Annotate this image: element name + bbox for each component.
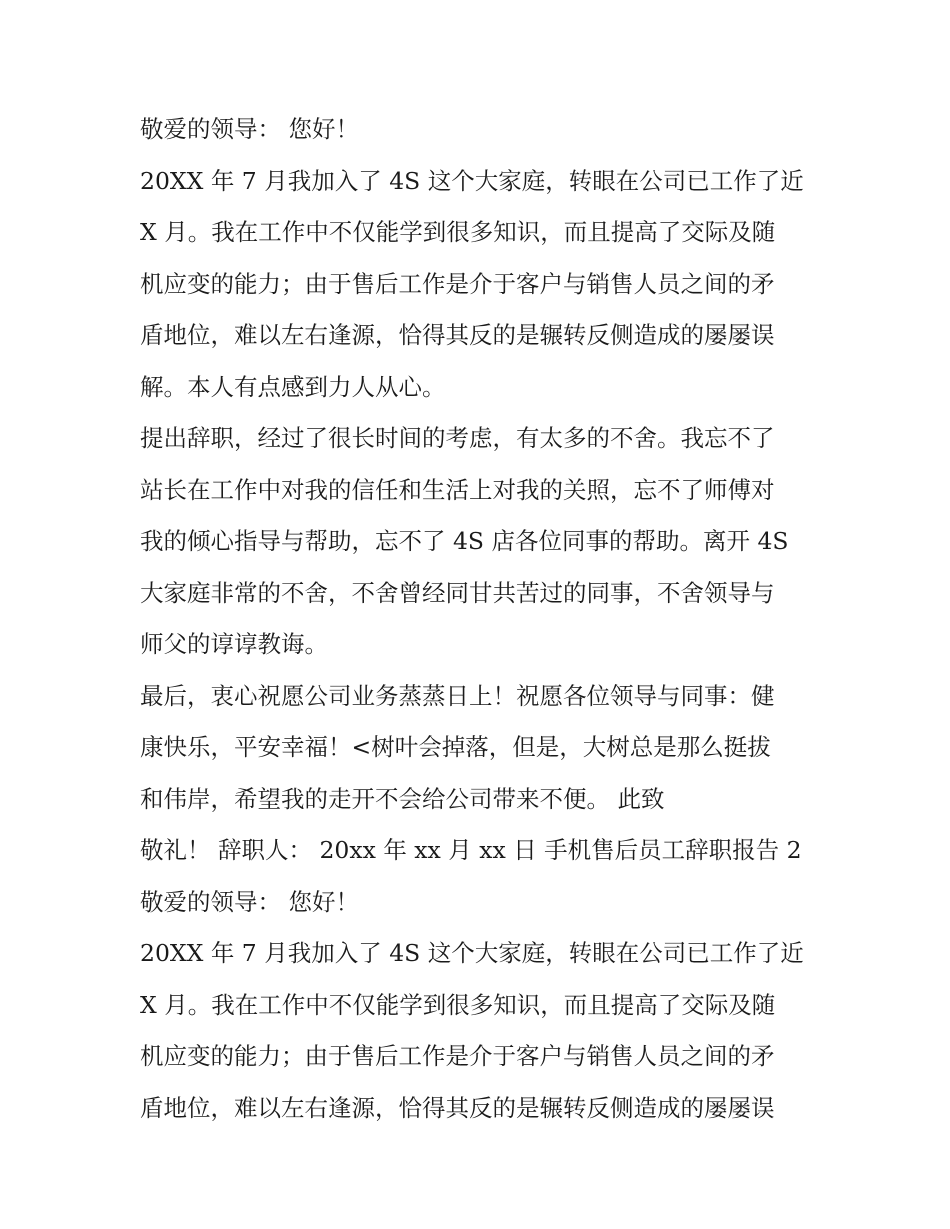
text-line: 20XX 年 7 月我加入了 4S 这个大家庭，转眼在公司已工作了近 bbox=[140, 939, 804, 967]
document-body bbox=[140, 104, 820, 1134]
text-line: 康快乐，平安幸福！<树叶会掉落，但是，大树总是那么挺拔 bbox=[140, 733, 771, 761]
greeting-line: 敬爱的领导： 您好！ bbox=[140, 115, 359, 143]
text-line: 我的倾心指导与帮助，忘不了 4S 店各位同事的帮助。离开 4S bbox=[140, 527, 789, 555]
text-line: X 月。我在工作中不仅能学到很多知识，而且提高了交际及随 bbox=[140, 218, 776, 246]
text-line: 机应变的能力；由于售后工作是介于客户与销售人员之间的矛 bbox=[140, 1042, 775, 1070]
signature-line: 敬礼！ 辞职人： 20xx 年 xx 月 xx 日 手机售后员工辞职报告 2 bbox=[140, 836, 802, 864]
text-line: X 月。我在工作中不仅能学到很多知识，而且提高了交际及随 bbox=[140, 990, 776, 1019]
text-line: 和伟岸，希望我的走开不会给公司带来不便。 此致 bbox=[140, 784, 665, 813]
text-line: 师父的谆谆教诲。 bbox=[140, 630, 328, 658]
greeting-line: 敬爱的领导： 您好！ bbox=[140, 887, 359, 916]
text-line: 20XX 年 7 月我加入了 4S 这个大家庭，转眼在公司已工作了近 bbox=[140, 166, 804, 195]
text-line: 机应变的能力；由于售后工作是介于客户与销售人员之间的矛 bbox=[140, 269, 775, 298]
text-line: 大家庭非常的不舍，不舍曾经同甘共苦过的同事，不舍领导与 bbox=[140, 578, 775, 607]
text-line: 提出辞职，经过了很长时间的考虑，有太多的不舍。我忘不了 bbox=[140, 424, 775, 452]
text-line: 盾地位，难以左右逢源，恰得其反的是辗转反侧造成的屡屡误 bbox=[140, 1093, 775, 1122]
text-line: 解。本人有点感到力人从心。 bbox=[140, 372, 446, 401]
text-line: 最后，衷心祝愿公司业务蒸蒸日上！祝愿各位领导与同事：健 bbox=[140, 681, 775, 710]
text-line: 站长在工作中对我的信任和生活上对我的关照，忘不了师傅对 bbox=[140, 475, 775, 504]
text-line: 盾地位，难以左右逢源，恰得其反的是辗转反侧造成的屡屡误 bbox=[140, 321, 775, 349]
